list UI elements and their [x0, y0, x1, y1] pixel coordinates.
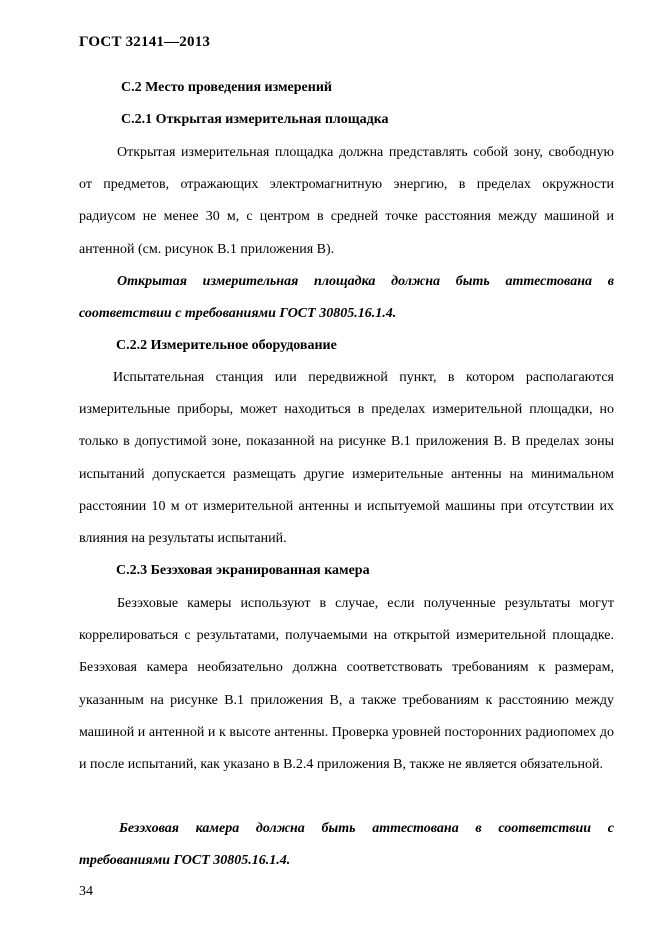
section-c22-title: С.2.2 Измерительное оборудование: [116, 338, 337, 353]
standard-header: ГОСТ 32141—2013: [79, 34, 211, 50]
section-c23-title: С.2.3 Безэховая экранированная камера: [116, 563, 370, 578]
section-c22-paragraph-1: Испытательная станция или передвижной пункт, в котором располагаются измерительные приборы, может находиться в пределах измерительной площадки, но только в допустимой зоне, показанной на рисунке В.1 приложения В. В пределах зоны испытаний допускается размещать другие измерительные антенны на минимальном расстоянии 10 м от измерительной антенны и испытуемой машины при отсутствии их влияния на результаты испытаний.: [79, 370, 614, 547]
section-c23-paragraph-2: Безэховая камера должна быть аттестована в соответствии с требованиями ГОСТ 30805.16.1.4.: [79, 821, 614, 869]
page-number: 34: [79, 884, 93, 899]
section-c23-paragraph-1: Безэховые камеры используют в случае, если полученные результаты могут коррелироваться с результатами, получаемыми на открытой измерительной площадке. Безэховая камера необязательно должна соответствовать требованиям к размерам, указанным на рисунке В.1 приложения В, а также требованиям к расстоянию между машиной и антенной и к высоте антенны. Проверка уровней посторонних радиопомех до и после испытаний, как указано в В.2.4 приложения В, также не является обязательной.: [79, 596, 614, 773]
section-c21-paragraph-2: Открытая измерительная площадка должна быть аттестована в соответствии с требованиями ГОСТ 30805.16.1.4.: [79, 274, 614, 322]
section-c21-paragraph-1: Открытая измерительная площадка должна представлять собой зону, свободную от предметов, отражающих электромагнитную энергию, в пределах окружности радиусом не менее 30 м, с центром в средней точке расстояния между машиной и антенной (см. рисунок В.1 приложения В).: [79, 145, 614, 257]
section-c2-title: С.2 Место проведения измерений: [121, 80, 332, 95]
section-c21-title: С.2.1 Открытая измерительная площадка: [121, 112, 389, 127]
